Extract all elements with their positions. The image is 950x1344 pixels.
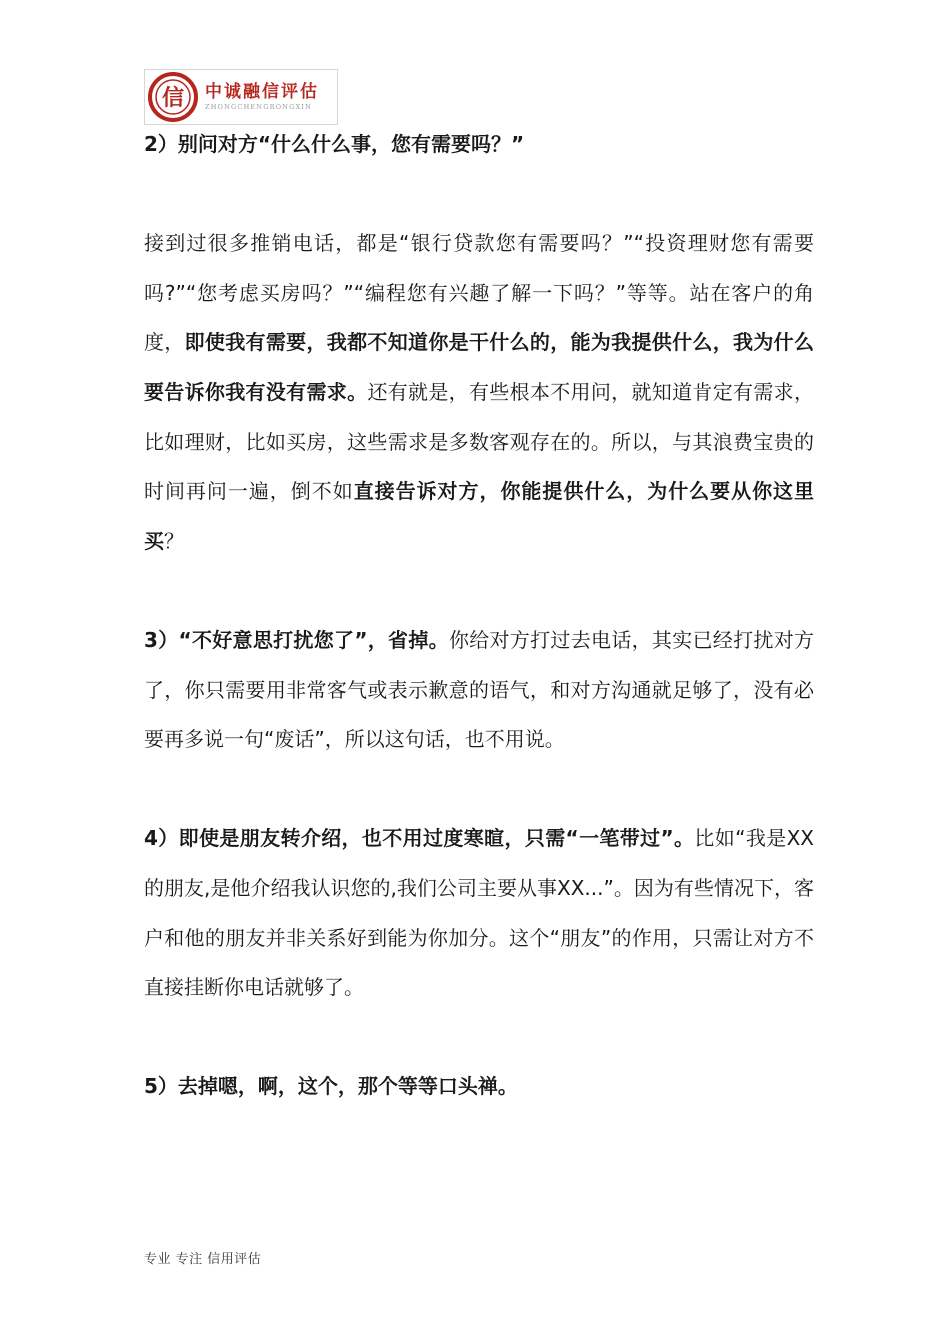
bold-text-segment: 3）“不好意思打扰您了”，省掉。	[144, 627, 449, 652]
text-segment: ？	[164, 528, 184, 553]
article-body	[144, 120, 814, 1112]
logo-name-en: ZHONGCHENGRONGXIN	[205, 103, 313, 111]
logo-seal-icon	[147, 71, 199, 123]
bold-text-segment: 即使我有需要，我都不知道你是干什么的，能为我提供什么，我为什么要告诉你我有没有需求。	[144, 330, 814, 404]
bold-text-segment: 2）别问对方“什么什么事，您有需要吗？”	[144, 132, 525, 156]
svg-text:信: 信	[161, 86, 185, 111]
text-segment: 你给对方打过去电话，其实已经打扰对方了，你只需要用非常客气或表示歉意的语气，和对方沟通就足够了，没有必要再多说一句“废话”，所以这句话，也不用说。	[144, 627, 814, 752]
paragraph	[144, 814, 814, 1012]
paragraph	[144, 219, 814, 566]
logo-name-cn: 中诚融信评估	[205, 82, 319, 102]
paragraph	[144, 120, 814, 170]
footer-slogan: 专业 专注 信用评估	[144, 1252, 262, 1267]
text-segment: 接到过很多推销电话，都是“银行贷款您有需要吗？”“投资理财您有需要吗?”“您考虑买房吗？”“编程您有兴趣了解一下吗？”等等。站在客户的角度，	[144, 231, 814, 355]
bold-text-segment: 4）即使是朋友转介绍，也不用过度寒暄，只需“一笔带过”。	[144, 826, 695, 851]
text-segment: 还有就是，有些根本不用问，就知道肯定有需求，比如理财，比如买房，这些需求是多数客观存在的。所以，与其浪费宝贵的时间再问一遍，倒不如	[144, 379, 814, 504]
paragraph	[144, 616, 814, 765]
bold-text-segment: 5）去掉嗯，啊，这个，那个等等口头禅。	[144, 1074, 518, 1099]
text-segment: 比如“我是XX的朋友,是他介绍我认识您的,我们公司主要从事XX...”。因为有些情况下，客户和他的朋友并非关系好到能为你加分。这个“朋友”的作用，只需让对方不直接挂断你电话就够了。	[144, 826, 814, 1000]
company-logo	[144, 69, 338, 125]
bold-text-segment: 直接告诉对方，你能提供什么，为什么要从你这里买	[144, 479, 815, 553]
paragraph	[144, 1062, 814, 1112]
logo-text	[205, 82, 319, 112]
